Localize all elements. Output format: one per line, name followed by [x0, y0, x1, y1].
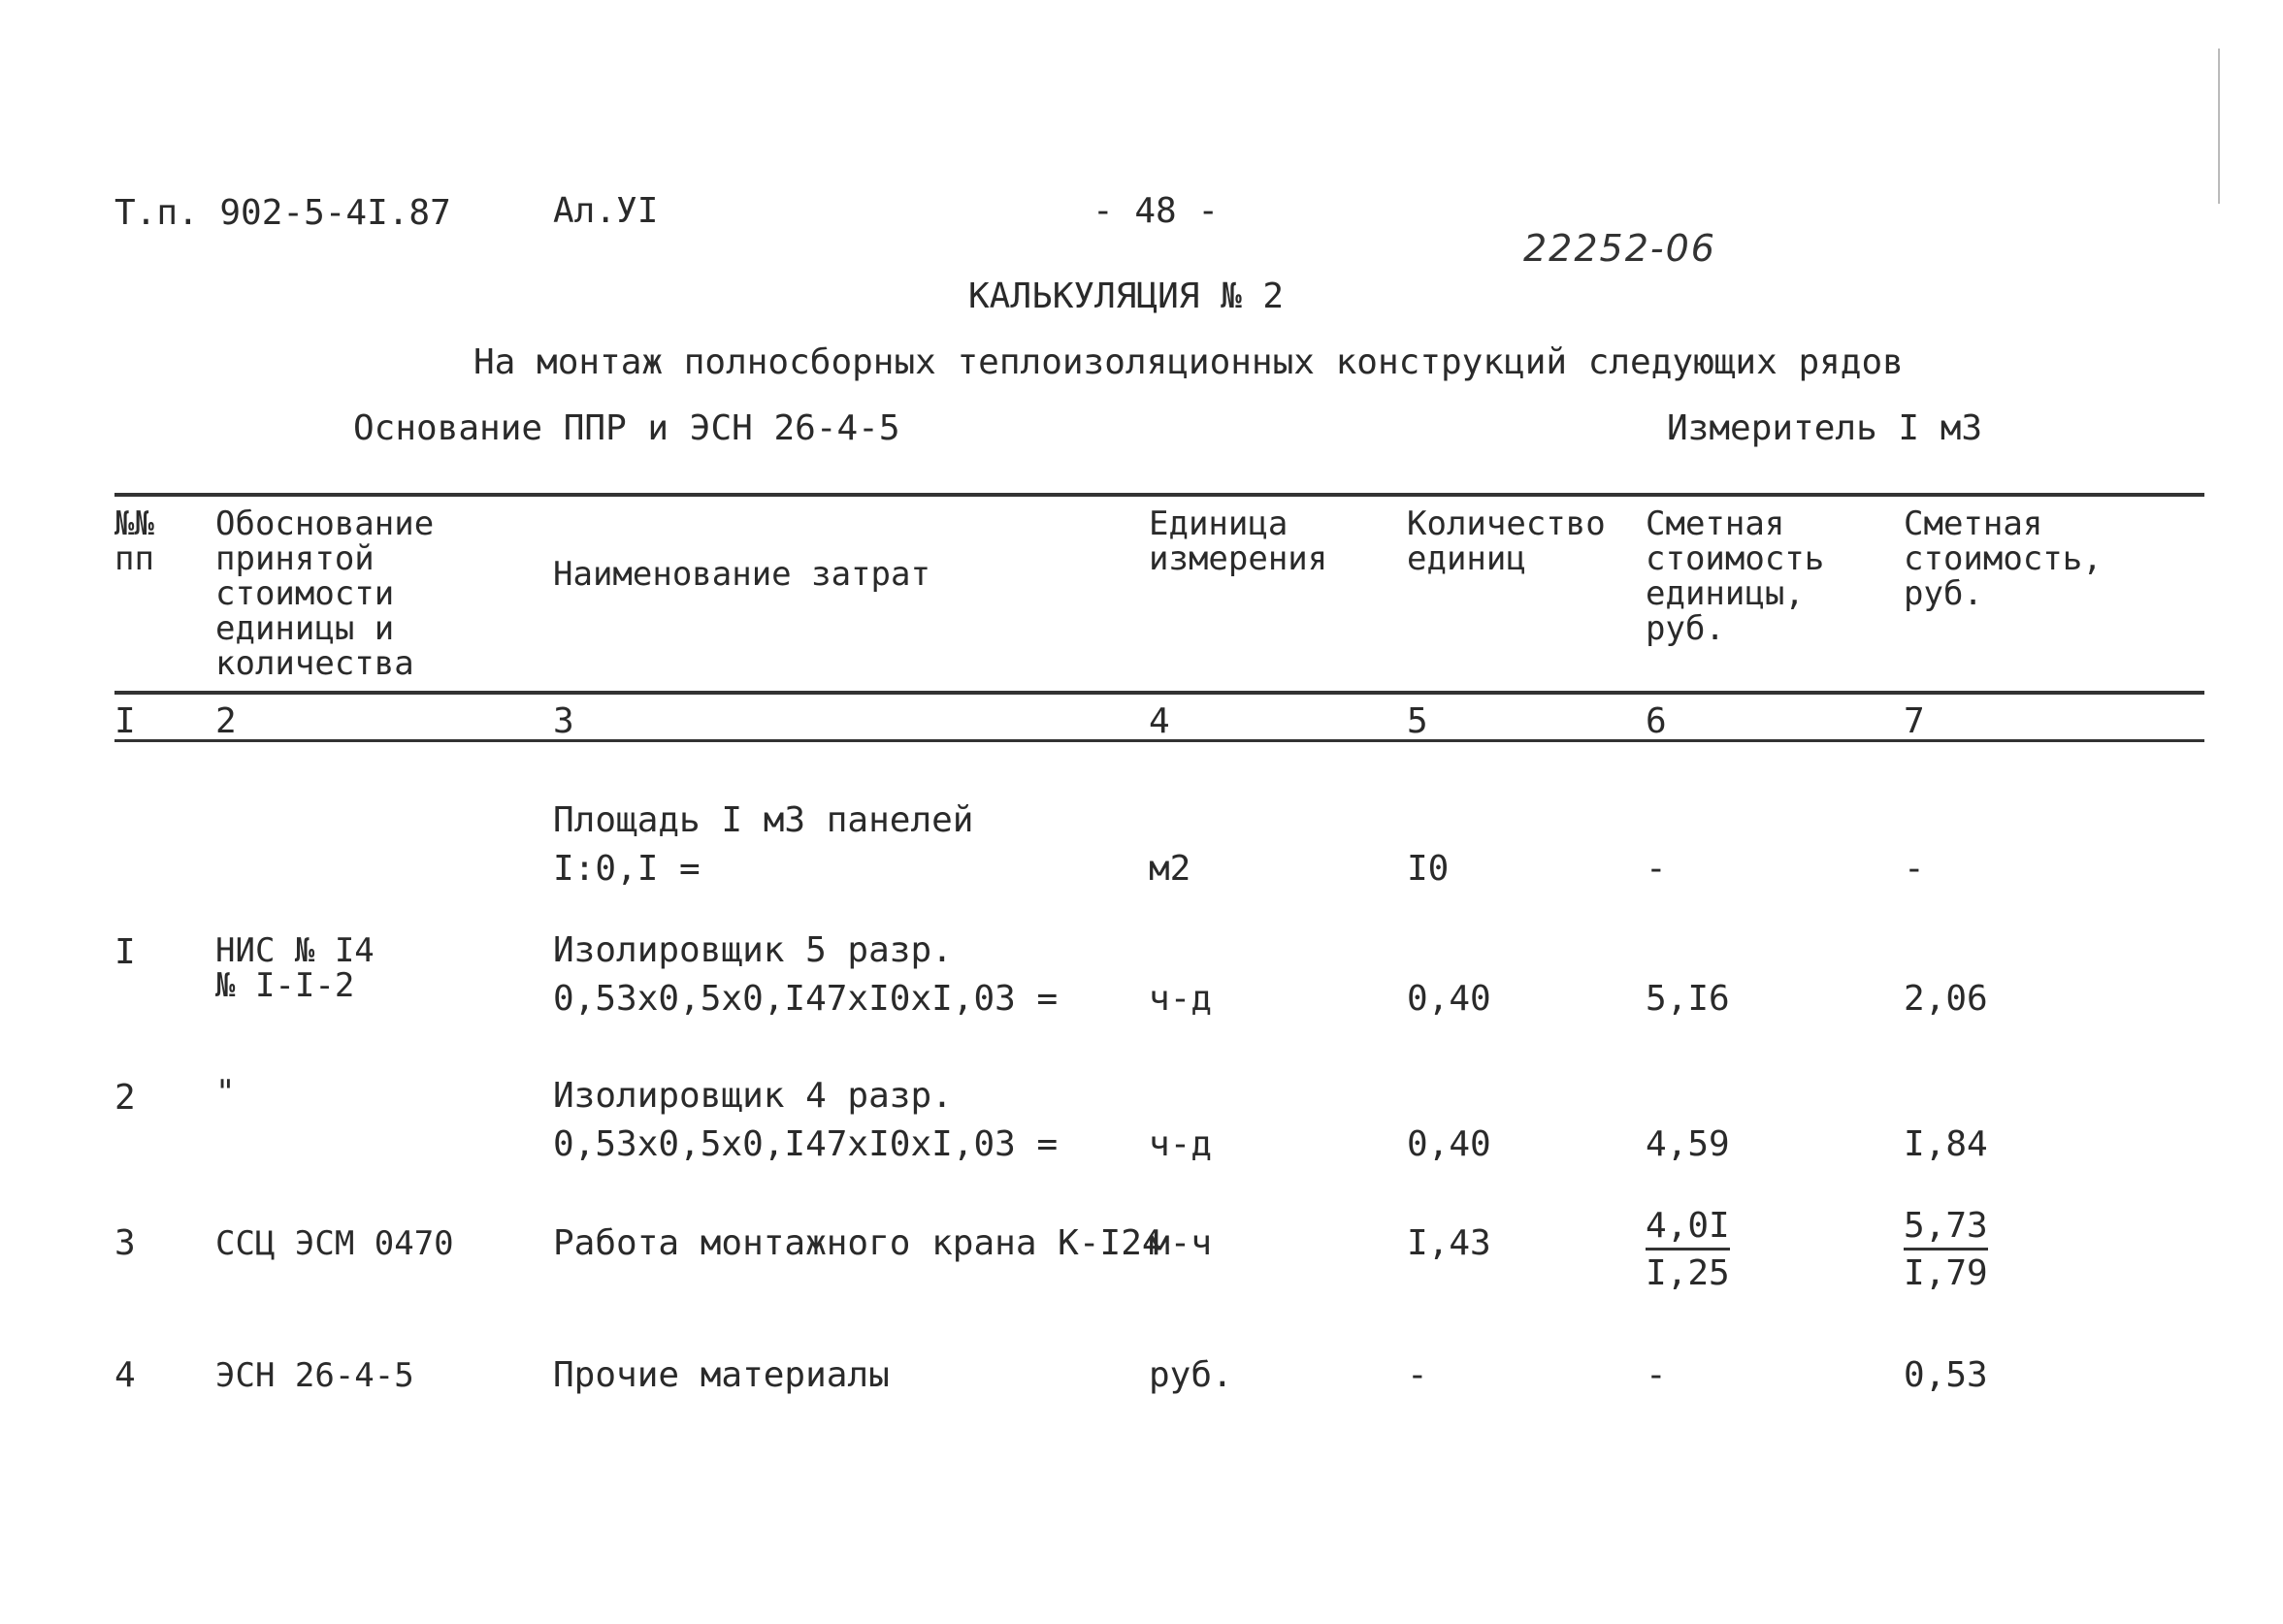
unit-cost-numerator: 4,0I — [1646, 1207, 1730, 1250]
col-number-4: 4 — [1149, 701, 1170, 741]
row-name-line2: 0,53х0,5х0,I47хI0хI,03 = — [553, 979, 1059, 1019]
row-number: 4 — [114, 1355, 136, 1395]
page-title: КАЛЬКУЛЯЦИЯ № 2 — [968, 276, 1285, 316]
row-basis: ССЦ ЭСМ 0470 — [215, 1224, 454, 1263]
row-name-line1: Изолировщик 4 разр. — [553, 1076, 953, 1116]
row-unit: м2 — [1149, 849, 1191, 889]
page-subtitle: На монтаж полносборных теплоизоляционных конструкций следующих рядов — [473, 342, 1904, 382]
row-unit-cost: - — [1646, 849, 1667, 889]
col-number-5: 5 — [1407, 701, 1428, 741]
row-basis: ЭСН 26-4-5 — [215, 1356, 414, 1395]
table-top-rule — [114, 493, 2204, 497]
row-name-line1: Прочие материалы — [553, 1355, 890, 1395]
total-numerator: 5,73 — [1904, 1207, 1988, 1250]
row-qty: I,43 — [1407, 1223, 1491, 1263]
col-header-unit: Единица измерения — [1149, 504, 1328, 578]
total-denominator: I,79 — [1904, 1253, 1988, 1293]
measure-line: Измеритель I м3 — [1667, 408, 1983, 448]
row-unit: руб. — [1149, 1355, 1233, 1395]
row-total: 2,06 — [1904, 979, 1988, 1019]
col-header-qty: Количество единиц — [1407, 504, 1606, 578]
doc-code: Т.п. 902-5-4I.87 — [114, 193, 451, 233]
row-total: - — [1904, 849, 1925, 889]
row-name-line2: 0,53х0,5х0,I47хI0хI,03 = — [553, 1124, 1059, 1164]
row-unit: ч-д — [1149, 979, 1213, 1019]
row-total: I,84 — [1904, 1124, 1988, 1164]
basis-line: Основание ППР и ЭСН 26-4-5 — [353, 408, 900, 448]
col-header-num: №№ пп — [114, 504, 154, 578]
row-unit-cost: 5,I6 — [1646, 979, 1730, 1019]
row-name-line2: I:0,I = — [553, 849, 701, 889]
row-qty: 0,40 — [1407, 979, 1491, 1019]
scan-margin-mark — [2218, 49, 2220, 204]
row-unit: м-ч — [1149, 1223, 1213, 1263]
row-basis-ditto: " — [215, 1073, 236, 1112]
col-number-3: 3 — [553, 701, 574, 741]
page-number: - 48 - — [1093, 191, 1220, 231]
row-unit: ч-д — [1149, 1124, 1213, 1164]
col-header-total: Сметная стоимость, руб. — [1904, 504, 2103, 613]
col-header-name: Наименование затрат — [553, 555, 930, 594]
header-bottom-rule — [114, 691, 2204, 695]
row-unit-cost-fraction — [1646, 1207, 1730, 1293]
col-number-2: 2 — [215, 701, 237, 741]
row-name-line1: Площадь I м3 панелей — [553, 800, 974, 840]
album-number: Ал.УI — [553, 191, 659, 231]
row-qty: - — [1407, 1355, 1428, 1395]
col-number-1: I — [114, 701, 136, 741]
unit-cost-denominator: I,25 — [1646, 1253, 1730, 1293]
col-number-7: 7 — [1904, 701, 1925, 741]
row-basis: НИС № I4 № I-I-2 — [215, 931, 375, 1005]
row-name-line1: Изолировщик 5 разр. — [553, 930, 953, 970]
row-number: 2 — [114, 1078, 136, 1118]
col-header-unit-cost: Сметная стоимость единицы, руб. — [1646, 504, 1825, 648]
col-header-basis: Обоснование принятой стоимости единицы и количества — [215, 504, 435, 683]
row-qty: I0 — [1407, 849, 1450, 889]
row-unit-cost: - — [1646, 1355, 1667, 1395]
row-number: I — [114, 932, 136, 972]
row-qty: 0,40 — [1407, 1124, 1491, 1164]
handwritten-number: 22252-06 — [1523, 227, 1716, 270]
row-unit-cost: 4,59 — [1646, 1124, 1730, 1164]
row-name-line1: Работа монтажного крана К-I24 — [553, 1223, 1163, 1263]
row-total-fraction — [1904, 1207, 1988, 1293]
col-number-6: 6 — [1646, 701, 1667, 741]
row-number: 3 — [114, 1223, 136, 1263]
row-total: 0,53 — [1904, 1355, 1988, 1395]
